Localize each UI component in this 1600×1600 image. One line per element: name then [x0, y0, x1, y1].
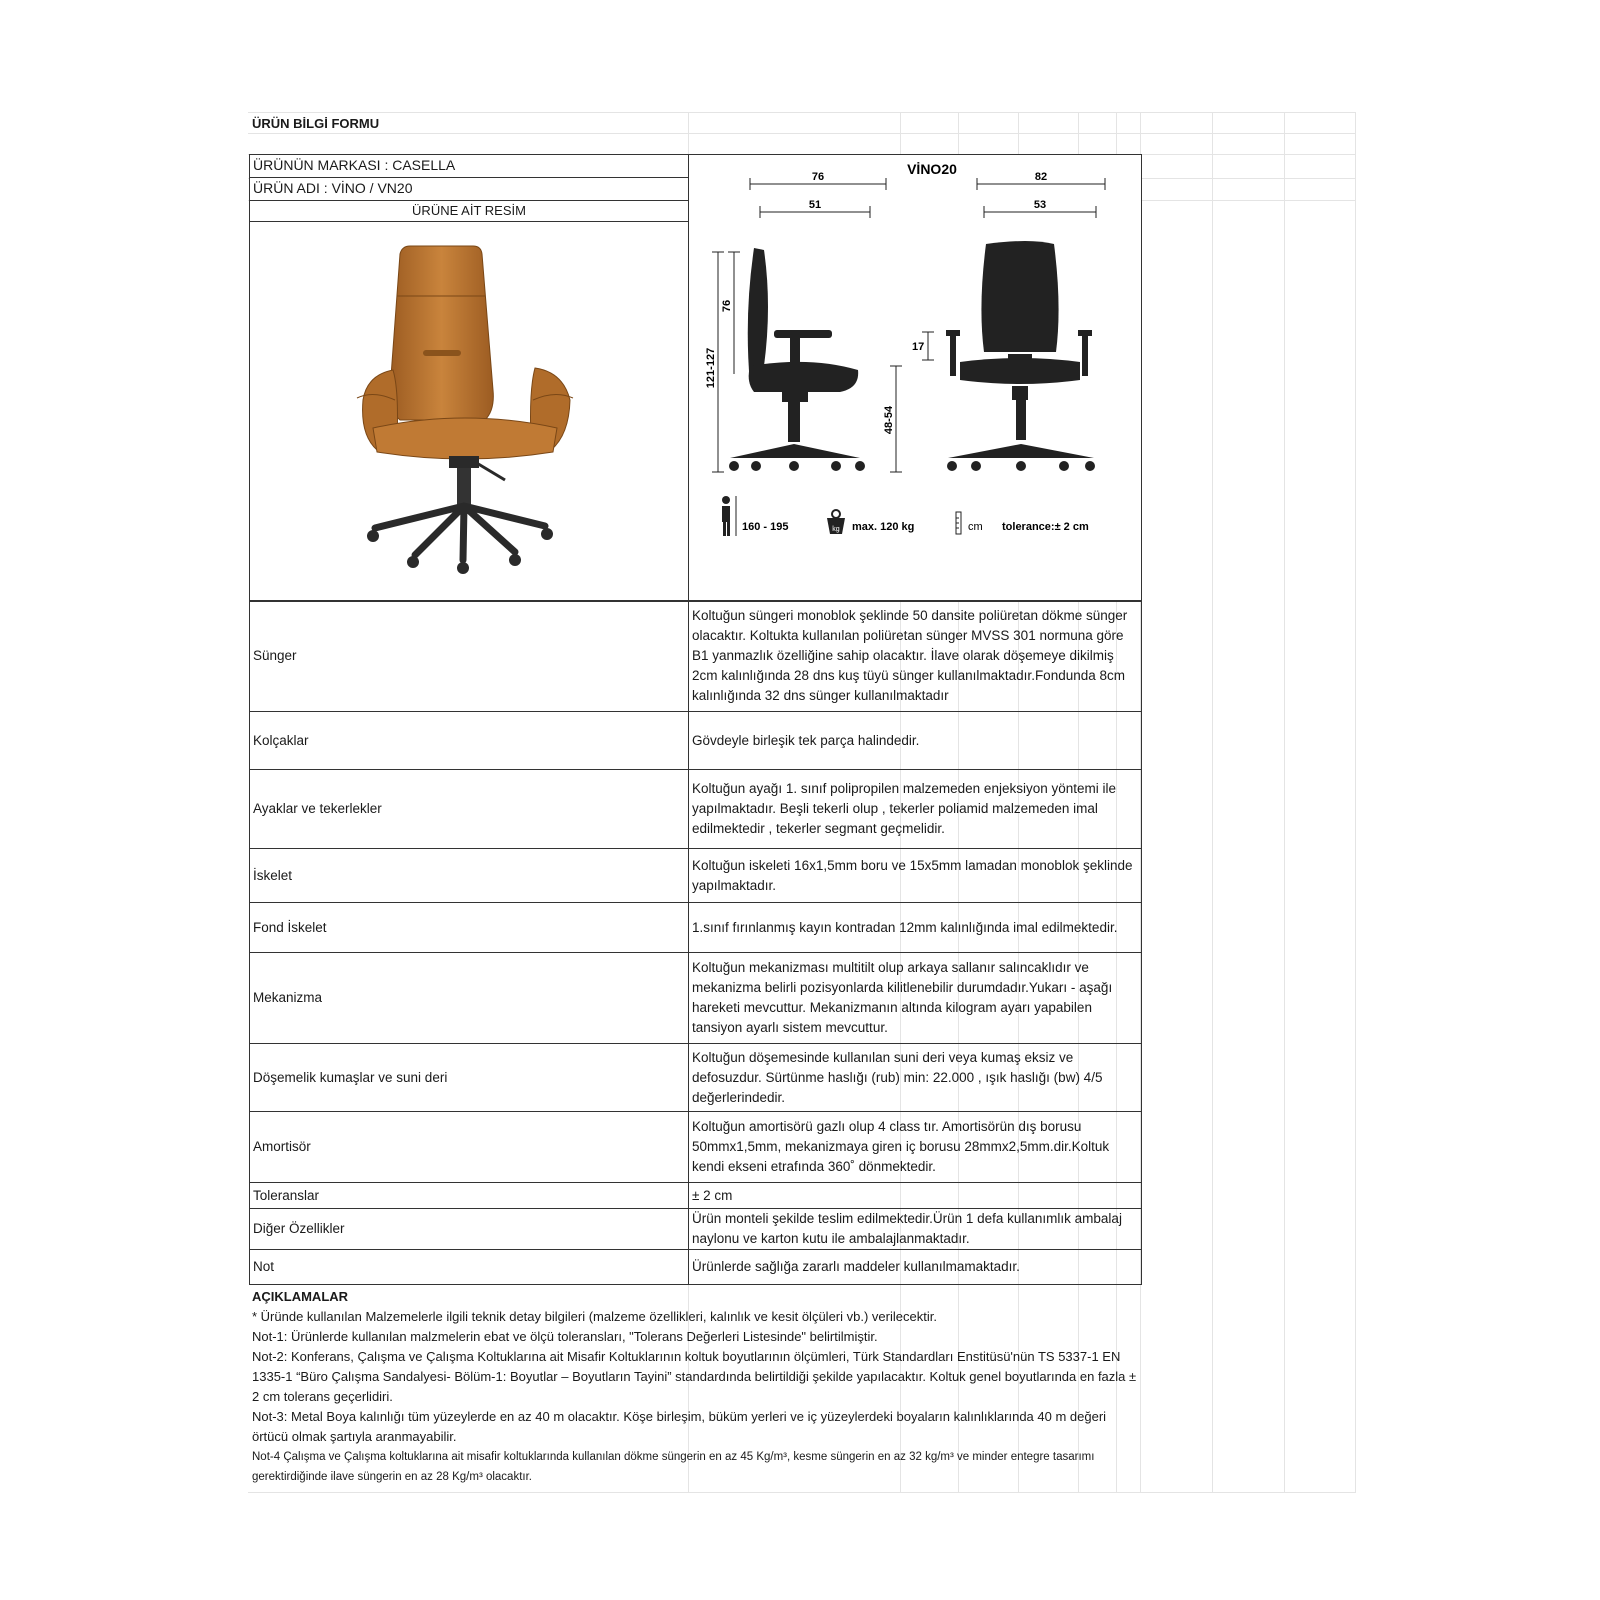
notes-title: AÇIKLAMALAR — [252, 1289, 349, 1304]
spec-desc: Koltuğun ayağı 1. sınıf polipropilen malzemeden enjeksiyon yöntemi ile yapılmaktadır. Beşli tekerli olup , tekerler poliamid malzemeden imal edilmektedir , tekerler segmant geçmelidir. — [689, 770, 1142, 849]
table-row — [250, 953, 1142, 1044]
spec-label: Amortisör — [250, 1112, 689, 1183]
spec-label: Not — [250, 1250, 689, 1285]
unit-label: cm — [968, 521, 983, 533]
spec-label: Fond İskelet — [250, 903, 689, 953]
spec-desc: Koltuğun mekanizması multitilt olup arkaya sallanır salıncaklıdır ve mekanizma belirli pozisyonlarda kilitlenebilir durumdadır.Yukarı - aşağı hareketi mevcuttur. Mekanizmanın altında kilogram ayarı yapabilen tansiyon ayarlı sistem mevcuttur. — [689, 953, 1142, 1044]
table-row — [250, 1112, 1142, 1183]
notes-section — [252, 1287, 1142, 1487]
person-icon — [722, 496, 736, 536]
table-row — [250, 712, 1142, 770]
side-width-seat: 51 — [808, 199, 822, 211]
tolerance-label: tolerance:± 2 cm — [1002, 521, 1089, 533]
diagram-model: VİNO20 — [907, 161, 957, 177]
total-height: 121-127 — [705, 347, 717, 389]
table-row — [250, 849, 1142, 903]
side-width-top: 76 — [811, 171, 825, 183]
table-row — [250, 770, 1142, 849]
spec-desc: 1.sınıf fırınlanmış kayın kontradan 12mm kalınlığında imal edilmektedir. — [689, 903, 1142, 953]
spec-desc: Ürün monteli şekilde teslim edilmektedir.Ürün 1 defa kullanımlık ambalaj naylonu ve karton kutu ile ambalajlanmaktadır. — [689, 1209, 1142, 1250]
front-width-top: 82 — [1034, 171, 1048, 183]
product-name-cell: ÜRÜN ADI : VİNO / VN20 — [249, 177, 689, 201]
table-row — [250, 1044, 1142, 1112]
arm-height: 17 — [912, 341, 925, 353]
spec-desc: Ürünlerde sağlığa zararlı maddeler kullanılmamaktadır. — [689, 1250, 1142, 1285]
spec-label: Mekanizma — [250, 953, 689, 1044]
spec-desc: Koltuğun süngeri monoblok şeklinde 50 dansite poliüretan dökme sünger olacaktır. Koltukta kullanılan poliüretan sünger MVSS 301 normuna göre B1 yanmazlık özelliğine sahip olacaktır. İlave olarak döşemeye dikilmiş 2cm kalınlığında 28 dns kuş tüyü sünger kullanılmaktadır.Fondunda 8cm kalınlığında 32 dns sünger kullanılmaktadır — [689, 601, 1142, 712]
table-row — [250, 1250, 1142, 1285]
spec-desc: Koltuğun iskeleti 16x1,5mm boru ve 15x5mm lamadan monoblok şeklinde yapılmaktadır. — [689, 849, 1142, 903]
spec-label: Diğer Özellikler — [250, 1209, 689, 1250]
dimension-diagram — [690, 156, 1140, 596]
spec-label: Ayaklar ve tekerlekler — [250, 770, 689, 849]
weight-icon — [827, 510, 845, 534]
spec-label: İskelet — [250, 849, 689, 903]
note-item: Not-4 Çalışma ve Çalışma koltuklarına ait misafir koltuklarında kullanılan dökme süngerin en az 45 Kg/m³, kesme süngerin en az 32 kg/m³ ve minder entegre tasarımı gerektirdiğinde ilave süngerin en az 28 Kg/m³ olacaktır. — [252, 1451, 1095, 1483]
chair-photo — [355, 240, 595, 580]
front-width-seat: 53 — [1033, 199, 1047, 211]
spec-desc: ± 2 cm — [689, 1183, 1142, 1209]
spec-label: Toleranslar — [250, 1183, 689, 1209]
spec-desc: Koltuğun amortisörü gazlı olup 4 class tır. Amortisörün dış borusu 50mmx1,5mm, mekanizmaya giren iç borusu 28mmx2,5mm.dir.Koltuk kendi ekseni etrafında 360˚ dönmektedir. — [689, 1112, 1142, 1183]
table-row — [250, 1183, 1142, 1209]
spec-desc: Gövdeyle birleşik tek parça halindedir. — [689, 712, 1142, 770]
back-height: 76 — [721, 299, 733, 313]
brand-cell: ÜRÜNÜN MARKASI : CASELLA — [249, 154, 689, 178]
note-item: Not-2: Konferans, Çalışma ve Çalışma Koltuklarına ait Misafir Koltuklarının koltuk boyutlarının ölçümleri, Türk Standardları Enstitüsü'nün TS 5337-1 EN 1335-1 “Büro Çalışma Sandalyesi- Bölüm-1: Boyutlar – Boyutların Tayini” standardında belirtildiği şekilde yapılacaktır. Koltuk genel boyutlarında en fazla ± 2 cm tolerans geçerlidiri. — [252, 1349, 1137, 1404]
note-item: Not-3: Metal Boya kalınlığı tüm yüzeylerde en az 40 m olacaktır. Köşe birleşim, büküm yerleri ve iç yüzeylerdeki boyaların kalınlıklarında 40 m değeri örtücü olmak şartıyla aranmayabilir. — [252, 1409, 1107, 1444]
max-weight: max. 120 kg — [852, 521, 915, 533]
user-height: 160 - 195 — [742, 521, 789, 533]
spec-label: Kolçaklar — [250, 712, 689, 770]
spec-table — [249, 600, 1142, 1285]
spec-label: Sünger — [250, 601, 689, 712]
weight-icon-label: kg — [832, 526, 840, 533]
spec-desc: Koltuğun döşemesinde kullanılan suni deri veya kumaş eksiz ve defosuzdur. Sürtünme haslığı (rub) min: 22.000 , ışık haslığı (bw) 4/5 değerlerindedir. — [689, 1044, 1142, 1112]
table-row — [250, 903, 1142, 953]
ruler-icon — [956, 512, 961, 534]
note-item: * Üründe kullanılan Malzemelerle ilgili teknik detay bilgileri (malzeme özellikleri, kalınlık ve kesit ölçüleri vb.) verilecektir. — [252, 1309, 937, 1324]
note-item: Not-1: Ürünlerde kullanılan malzmelerin ebat ve ölçü toleransları, "Tolerans Değerleri Listesinde" belirtilmiştir. — [252, 1329, 878, 1344]
table-row — [250, 1209, 1142, 1250]
form-title: ÜRÜN BİLGİ FORMU — [252, 116, 380, 131]
image-caption-cell: ÜRÜNE AİT RESİM — [249, 200, 689, 222]
table-row — [250, 601, 1142, 712]
seat-height: 48-54 — [883, 405, 895, 435]
spec-label: Döşemelik kumaşlar ve suni deri — [250, 1044, 689, 1112]
